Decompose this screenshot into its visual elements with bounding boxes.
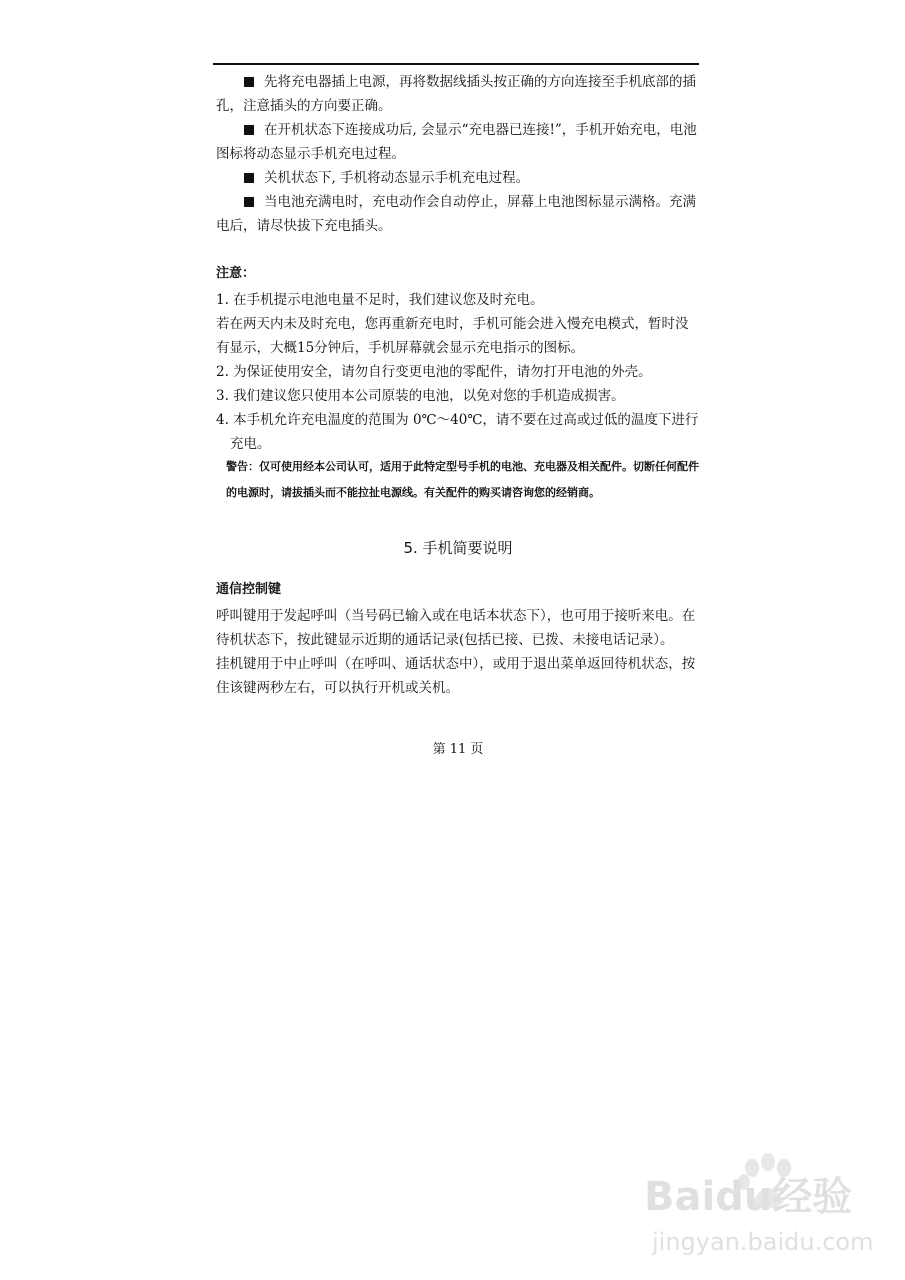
- note-item: 4. 本手机允许充电温度的范围为 0℃～40℃，请不要在过高或过低的温度下进行充电。: [216, 412, 699, 452]
- section-paragraph: 呼叫键用于发起呼叫（当号码已输入或在电话本状态下），也可用于接听来电。在待机状态下，按此键显示近期的通话记录(包括已接、已拨、未接电话记录）。: [216, 608, 696, 648]
- bullet-item: 先将充电器插上电源，再将数据线插头按正确的方向连接至手机底部的插孔，注意插头的方向要正确。: [216, 74, 696, 114]
- section-paragraph: 挂机键用于中止呼叫（在呼叫、通话状态中），或用于退出菜单返回待机状态，按住该键两秒左右，可以执行开机或关机。: [216, 656, 696, 696]
- bullet-item: 关机状态下, 手机将动态显示手机充电过程。: [216, 166, 700, 190]
- square-bullet-icon: [244, 125, 254, 135]
- bullet-item: 当电池充满电时，充电动作会自动停止，屏幕上电池图标显示满格。充满电后，请尽快拔下充电插头。: [216, 194, 696, 234]
- baidu-watermark: [640, 1150, 880, 1260]
- note-item: 1. 在手机提示电池电量不足时，我们建议您及时充电。: [216, 292, 544, 308]
- notes-heading: 注意：: [216, 266, 256, 281]
- note-item: 3. 我们建议您只使用本公司原装的电池，以免对您的手机造成损害。: [216, 388, 625, 404]
- baidu-paw-logo-icon: [640, 1150, 880, 1260]
- page-number: 第 11 页: [432, 742, 484, 757]
- watermark-brand: Baidu经验: [644, 1174, 853, 1220]
- header-rule: [213, 63, 699, 65]
- bullet-item: 在开机状态下连接成功后, 会显示“充电器已连接!”，手机开始充电，电池图标将动态显示手机充电过程。: [216, 122, 697, 162]
- section-body: [216, 578, 700, 700]
- section-subheading: 通信控制键: [216, 582, 282, 597]
- notes-section: [216, 262, 700, 456]
- section-title: 5. 手机简要说明: [403, 539, 513, 557]
- square-bullet-icon: [244, 77, 254, 87]
- square-bullet-icon: [244, 173, 254, 183]
- square-bullet-icon: [244, 197, 254, 207]
- note-detail: 若在两天内未及时充电，您再重新充电时，手机可能会进入慢充电模式，暂时没有显示，大概15分钟后，手机屏幕就会显示充电指示的图标。: [216, 316, 689, 356]
- charging-steps: [216, 70, 700, 238]
- warning-text: 警告：仅可使用经本公司认可，适用于此特定型号手机的电池、充电器及相关配件。切断任何配件的电源时，请拔插头而不能拉扯电源线。有关配件的购买请咨询您的经销商。: [226, 460, 699, 499]
- note-item: 2. 为保证使用安全，请勿自行变更电池的零配件，请勿打开电池的外壳。: [216, 364, 652, 380]
- watermark-url: jingyan.baidu.com: [652, 1228, 874, 1256]
